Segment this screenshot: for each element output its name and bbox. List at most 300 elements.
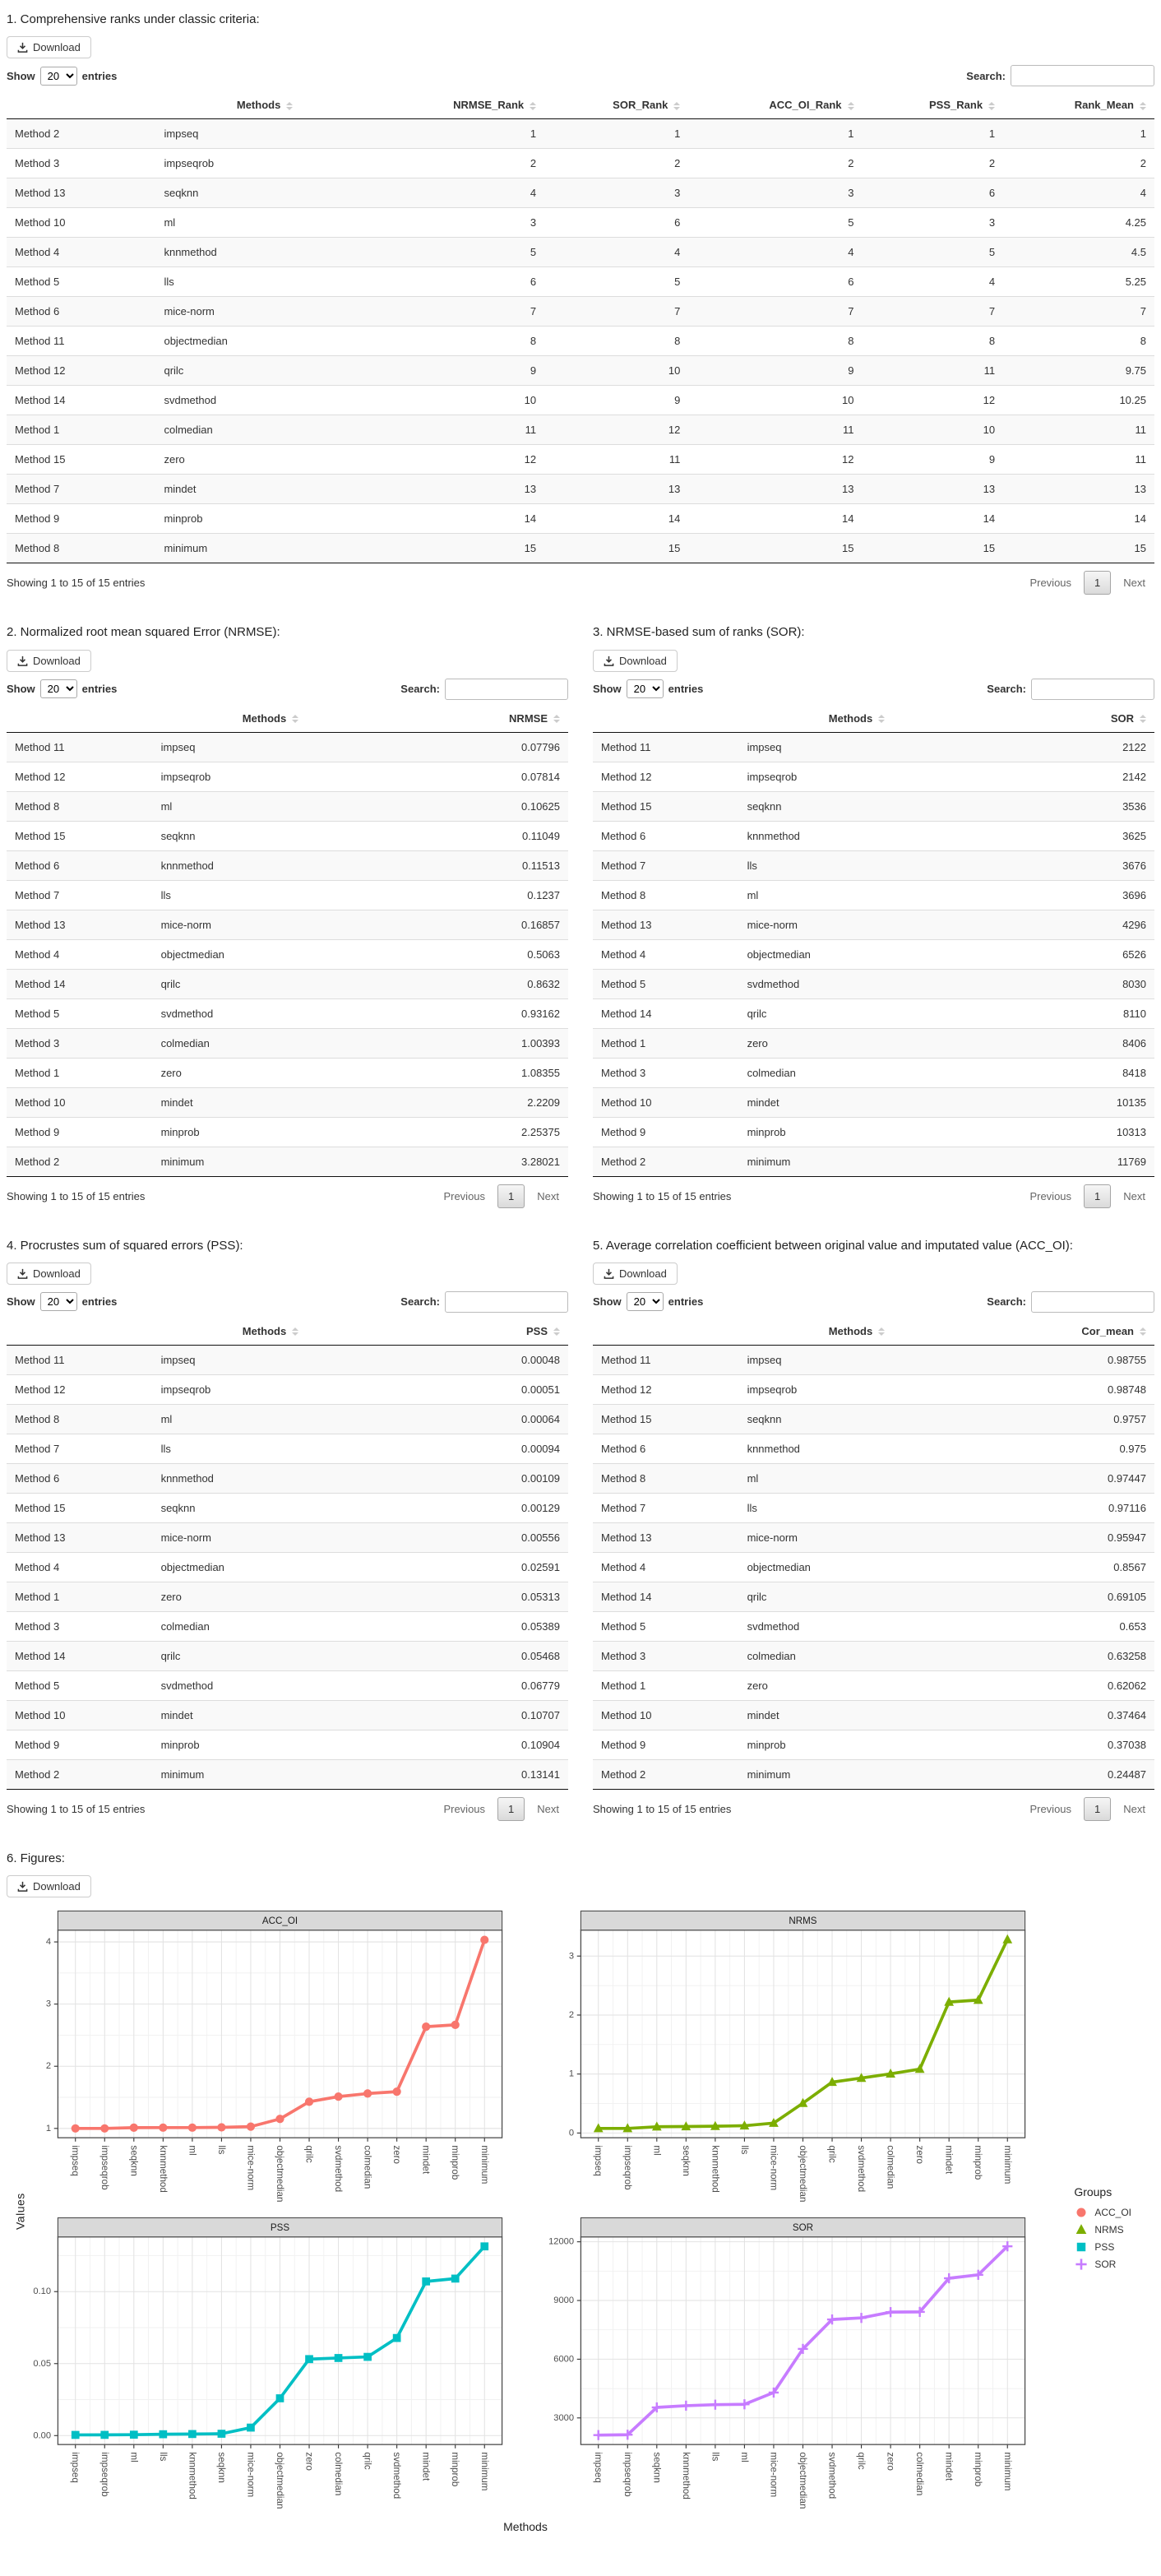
- cell: objectmedian: [153, 939, 389, 969]
- svg-text:objectmedian: objectmedian: [274, 2145, 285, 2203]
- search-input[interactable]: [445, 1291, 568, 1313]
- pagination: [1020, 1797, 1154, 1821]
- svg-text:lls: lls: [215, 2145, 227, 2155]
- cell: 3: [544, 178, 688, 208]
- cell: 0.00051: [388, 1374, 568, 1404]
- cell: 0.5063: [388, 939, 568, 969]
- row-name-cell: Method 3: [7, 1611, 153, 1641]
- previous-button[interactable]: Previous: [1029, 577, 1072, 590]
- row-name-cell: Method 14: [593, 1582, 739, 1611]
- cell: 0.00109: [388, 1463, 568, 1493]
- row-name-cell: Method 13: [7, 1522, 153, 1552]
- cell: 0.98748: [974, 1374, 1154, 1404]
- svg-text:minprob: minprob: [450, 2452, 461, 2487]
- column-header-methods[interactable]: Methods: [153, 705, 389, 733]
- page-length-select[interactable]: [40, 1292, 77, 1311]
- sort-icon: [292, 1327, 298, 1336]
- sor-table: [593, 705, 1154, 1177]
- table-row: [7, 1611, 568, 1641]
- page-length-select[interactable]: [627, 1292, 664, 1311]
- cell: impseq: [153, 732, 389, 762]
- table-row: [7, 475, 1154, 504]
- svg-text:zero: zero: [885, 2452, 896, 2472]
- download-button[interactable]: [593, 650, 678, 672]
- cell: 0.8632: [388, 969, 568, 998]
- row-name-cell: Method 8: [593, 880, 739, 910]
- column-header-sor[interactable]: SOR: [974, 705, 1154, 733]
- row-name-cell: Method 8: [7, 1404, 153, 1434]
- cell: 0.11513: [388, 850, 568, 880]
- row-name-cell: Method 15: [7, 821, 153, 850]
- cell: 15: [374, 534, 544, 563]
- row-name-cell: Method 11: [7, 732, 153, 762]
- cell: 8: [374, 327, 544, 356]
- next-button[interactable]: Next: [537, 1189, 559, 1202]
- cell: 14: [863, 504, 1004, 534]
- pss-table: [7, 1318, 568, 1790]
- svg-text:mindet: mindet: [943, 2452, 955, 2481]
- cell: 1: [688, 119, 862, 149]
- cell: 3: [863, 208, 1004, 238]
- sort-icon: [292, 715, 298, 723]
- cell: zero: [739, 1670, 975, 1700]
- next-button[interactable]: Next: [1123, 1802, 1145, 1815]
- page-1-button[interactable]: 1: [1084, 571, 1111, 595]
- svg-text:9000: 9000: [553, 2296, 575, 2306]
- cell: colmedian: [153, 1611, 389, 1641]
- cell: seqknn: [153, 1493, 389, 1522]
- svg-text:lls: lls: [157, 2452, 169, 2462]
- svg-text:qrilc: qrilc: [826, 2145, 838, 2163]
- download-button[interactable]: [7, 1263, 91, 1285]
- table-row: [7, 762, 568, 791]
- column-header-nrmse[interactable]: NRMSE: [388, 705, 568, 733]
- table-row: [593, 1670, 1154, 1700]
- entries-label: entries: [81, 1295, 118, 1309]
- table-info: Showing 1 to 15 of 15 entries: [7, 1802, 146, 1815]
- cell: 10135: [974, 1087, 1154, 1117]
- cell: 0.63258: [974, 1641, 1154, 1670]
- svg-text:minimum: minimum: [1001, 2145, 1013, 2185]
- svg-text:ml: ml: [738, 2452, 750, 2462]
- table-row: [593, 1730, 1154, 1759]
- row-name-cell: Method 1: [593, 1670, 739, 1700]
- cell: seqknn: [153, 821, 389, 850]
- page-length-select[interactable]: [40, 67, 77, 86]
- comprehensive-ranks-table: [7, 91, 1154, 563]
- download-button[interactable]: [7, 36, 91, 58]
- cell: 1: [1003, 119, 1154, 149]
- download-icon: [604, 656, 614, 666]
- cell: 0.9757: [974, 1404, 1154, 1434]
- row-name-cell: Method 12: [7, 356, 155, 386]
- row-name-cell: Method 3: [593, 1641, 739, 1670]
- svg-text:ml: ml: [128, 2452, 140, 2462]
- column-header-acc_oi_rank[interactable]: ACC_OI_Rank: [688, 91, 862, 119]
- cell: zero: [153, 1582, 389, 1611]
- cell: minprob: [155, 504, 373, 534]
- cell: 2: [374, 149, 544, 178]
- next-button[interactable]: Next: [1123, 577, 1145, 590]
- svg-text:minimum: minimum: [479, 2145, 490, 2185]
- table-info: Showing 1 to 15 of 15 entries: [7, 577, 146, 590]
- previous-button[interactable]: Previous: [1029, 1189, 1072, 1202]
- table-row: [7, 1552, 568, 1582]
- sort-icon: [553, 715, 560, 723]
- table-row: [7, 1404, 568, 1434]
- svg-text:ml: ml: [187, 2145, 198, 2156]
- cell: 3625: [974, 821, 1154, 850]
- svg-text:minimum: minimum: [479, 2452, 490, 2491]
- previous-button[interactable]: Previous: [443, 1802, 486, 1815]
- row-name-cell: Method 14: [7, 1641, 153, 1670]
- cell: 7: [544, 297, 688, 327]
- row-name-cell: Method 12: [593, 762, 739, 791]
- page-length-control: [593, 1292, 703, 1311]
- page-1-button[interactable]: 1: [1084, 1184, 1111, 1208]
- cell: 0.653: [974, 1611, 1154, 1641]
- table-row: [593, 791, 1154, 821]
- cell: mindet: [153, 1700, 389, 1730]
- cell: 10.25: [1003, 386, 1154, 415]
- cell: knnmethod: [155, 238, 373, 267]
- cell: 4: [1003, 178, 1154, 208]
- download-label: Download: [619, 654, 667, 667]
- cell: minimum: [153, 1147, 389, 1176]
- row-name-cell: Method 2: [593, 1759, 739, 1789]
- y-axis-title: Values: [13, 2193, 27, 2231]
- cell: 2: [544, 149, 688, 178]
- cell: 14: [688, 504, 862, 534]
- search-input[interactable]: [1031, 1291, 1154, 1313]
- show-label: Show: [7, 1295, 35, 1309]
- row-name-cell: Method 6: [7, 850, 153, 880]
- chart-nrms: [543, 1906, 1031, 2211]
- table-row: [7, 1700, 568, 1730]
- cell: 8: [863, 327, 1004, 356]
- cell: svdmethod: [739, 1611, 975, 1641]
- cell: 0.69105: [974, 1582, 1154, 1611]
- column-header-rownames: [593, 705, 739, 733]
- download-button[interactable]: [7, 650, 91, 672]
- cell: 2: [688, 149, 862, 178]
- cell: 0.97116: [974, 1493, 1154, 1522]
- cell: 11: [544, 445, 688, 475]
- cell: 3.28021: [388, 1147, 568, 1176]
- cell: colmedian: [153, 1028, 389, 1058]
- page-1-button[interactable]: 1: [1084, 1797, 1111, 1821]
- cell: 15: [863, 534, 1004, 563]
- cell: mice-norm: [739, 910, 975, 939]
- row-name-cell: Method 11: [593, 732, 739, 762]
- cell: qrilc: [739, 998, 975, 1028]
- svg-text:qrilc: qrilc: [362, 2452, 373, 2470]
- cell: 7: [374, 297, 544, 327]
- table-info: Showing 1 to 15 of 15 entries: [593, 1189, 732, 1202]
- svg-text:ACC_OI: ACC_OI: [261, 1916, 298, 1927]
- download-icon: [17, 42, 28, 53]
- svg-text:minprob: minprob: [973, 2452, 984, 2487]
- row-name-cell: Method 11: [593, 1345, 739, 1374]
- page-length-select[interactable]: [627, 679, 664, 698]
- cell: 4296: [974, 910, 1154, 939]
- sort-icon: [1140, 1327, 1146, 1336]
- cell: 7: [863, 297, 1004, 327]
- svg-text:colmedian: colmedian: [914, 2452, 926, 2496]
- search-input[interactable]: [1011, 65, 1154, 86]
- cell: qrilc: [153, 1641, 389, 1670]
- page-length-control: [7, 1292, 117, 1311]
- page-length-control: [7, 679, 117, 698]
- plot-pss: [20, 2212, 508, 2518]
- table-row: [593, 1700, 1154, 1730]
- svg-text:2: 2: [45, 2061, 52, 2072]
- svg-text:4: 4: [45, 1937, 52, 1948]
- cell: zero: [739, 1028, 975, 1058]
- show-label: Show: [593, 1295, 622, 1309]
- sort-icon: [878, 1327, 885, 1336]
- table-row: [7, 1058, 568, 1087]
- cell: 14: [544, 504, 688, 534]
- download-button[interactable]: [593, 1263, 678, 1285]
- chart-legend: [1074, 2185, 1131, 2274]
- svg-text:minimum: minimum: [1001, 2452, 1013, 2491]
- row-name-cell: Method 8: [593, 1463, 739, 1493]
- cell: svdmethod: [153, 1670, 389, 1700]
- row-name-cell: Method 1: [7, 415, 155, 445]
- entries-label: entries: [668, 683, 704, 695]
- search-input[interactable]: [445, 679, 568, 700]
- cell: knnmethod: [739, 1434, 975, 1463]
- section-title: 1. Comprehensive ranks under classic criteria:: [7, 12, 260, 26]
- row-name-cell: Method 15: [593, 1404, 739, 1434]
- cell: 9: [544, 386, 688, 415]
- cell: 6526: [974, 939, 1154, 969]
- cell: 0.37464: [974, 1700, 1154, 1730]
- cell: impseqrob: [739, 1374, 975, 1404]
- cell: 0.93162: [388, 998, 568, 1028]
- cell: mice-norm: [153, 1522, 389, 1552]
- cell: 6: [544, 208, 688, 238]
- page-1-button[interactable]: 1: [497, 1797, 525, 1821]
- cell: 15: [688, 534, 862, 563]
- download-button[interactable]: [7, 1875, 91, 1897]
- sort-icon: [1140, 715, 1146, 723]
- row-name-cell: Method 4: [7, 939, 153, 969]
- page-1-button[interactable]: 1: [497, 1184, 525, 1208]
- search-control: [400, 1291, 568, 1313]
- svg-text:SOR: SOR: [792, 2222, 814, 2234]
- table-row: [593, 1611, 1154, 1641]
- column-header-methods[interactable]: Methods: [153, 1318, 389, 1346]
- row-name-cell: Method 10: [7, 1087, 153, 1117]
- cell: 0.1237: [388, 880, 568, 910]
- svg-text:impseqrob: impseqrob: [622, 2145, 633, 2190]
- column-header-rownames: [7, 705, 153, 733]
- table-row: [7, 1670, 568, 1700]
- row-name-cell: Method 5: [7, 1670, 153, 1700]
- svg-text:knnmethod: knnmethod: [680, 2452, 692, 2500]
- cell: minimum: [155, 534, 373, 563]
- cell: 0.05389: [388, 1611, 568, 1641]
- cell: 0.02591: [388, 1552, 568, 1582]
- search-control: [987, 679, 1154, 700]
- cell: 3536: [974, 791, 1154, 821]
- cell: lls: [153, 880, 389, 910]
- cell: 13: [544, 475, 688, 504]
- svg-text:lls: lls: [738, 2145, 750, 2155]
- row-name-cell: Method 4: [593, 1552, 739, 1582]
- cell: 4: [374, 178, 544, 208]
- cell: 11: [1003, 415, 1154, 445]
- table-row: [7, 998, 568, 1028]
- cell: impseq: [155, 119, 373, 149]
- previous-button[interactable]: Previous: [1029, 1802, 1072, 1815]
- svg-text:svdmethod: svdmethod: [391, 2452, 403, 2500]
- section-figures: [7, 1851, 1154, 2541]
- column-header-methods[interactable]: Methods: [155, 91, 373, 119]
- row-name-cell: Method 6: [593, 821, 739, 850]
- svg-text:12000: 12000: [548, 2236, 575, 2247]
- page-length-select[interactable]: [40, 679, 77, 698]
- legend-label: SOR: [1094, 2258, 1117, 2270]
- svg-text:colmedian: colmedian: [885, 2145, 896, 2189]
- table-row: [7, 1117, 568, 1147]
- row-name-cell: Method 3: [7, 1028, 153, 1058]
- column-header-methods[interactable]: Methods: [739, 705, 975, 733]
- row-name-cell: Method 3: [593, 1058, 739, 1087]
- svg-text:mice-norm: mice-norm: [245, 2145, 257, 2191]
- cell: impseq: [739, 732, 975, 762]
- previous-button[interactable]: Previous: [443, 1189, 486, 1202]
- cell: 10: [544, 356, 688, 386]
- search-input[interactable]: [1031, 679, 1154, 700]
- table-row: [593, 1058, 1154, 1087]
- row-name-cell: Method 7: [7, 880, 153, 910]
- cell: 0.13141: [388, 1759, 568, 1789]
- column-header-methods[interactable]: Methods: [739, 1318, 975, 1346]
- legend-label: NRMS: [1094, 2223, 1124, 2235]
- cell: impseqrob: [739, 762, 975, 791]
- cell: 0.98755: [974, 1345, 1154, 1374]
- plot-sor: [543, 2212, 1031, 2518]
- cell: 0.00094: [388, 1434, 568, 1463]
- table-row: [7, 534, 1154, 563]
- cell: 0.00064: [388, 1404, 568, 1434]
- svg-text:minprob: minprob: [973, 2145, 984, 2180]
- table-row: [593, 1759, 1154, 1789]
- cell: 5: [544, 267, 688, 297]
- cell: 12: [688, 445, 862, 475]
- cell: knnmethod: [739, 821, 975, 850]
- svg-text:3000: 3000: [553, 2413, 575, 2424]
- download-label: Download: [33, 1267, 81, 1280]
- cell: 0.8567: [974, 1552, 1154, 1582]
- table-row: [7, 732, 568, 762]
- sort-icon: [286, 102, 293, 110]
- search-label: Search:: [966, 69, 1006, 82]
- svg-text:impseqrob: impseqrob: [622, 2452, 633, 2497]
- download-label: Download: [33, 41, 81, 54]
- svg-text:seqknn: seqknn: [215, 2452, 227, 2484]
- search-label: Search:: [987, 1295, 1026, 1309]
- table-row: [593, 1434, 1154, 1463]
- table-row: [7, 1374, 568, 1404]
- table-row: [7, 1028, 568, 1058]
- row-name-cell: Method 7: [593, 850, 739, 880]
- download-icon: [17, 656, 28, 666]
- cell: mindet: [739, 1087, 975, 1117]
- column-header-rownames: [593, 1318, 739, 1346]
- cell: mice-norm: [153, 910, 389, 939]
- cell: 4.5: [1003, 238, 1154, 267]
- cell: minprob: [739, 1117, 975, 1147]
- cell: 10: [863, 415, 1004, 445]
- cell: 11: [1003, 445, 1154, 475]
- cell: 13: [374, 475, 544, 504]
- download-icon: [604, 1268, 614, 1279]
- cell: 6: [688, 267, 862, 297]
- row-name-cell: Method 7: [7, 475, 155, 504]
- column-header-pss[interactable]: PSS: [388, 1318, 568, 1346]
- cell: 15: [544, 534, 688, 563]
- x-axis-title: Methods: [503, 2519, 548, 2533]
- download-label: Download: [33, 1880, 81, 1893]
- cell: ml: [153, 1404, 389, 1434]
- column-header-nrmse_rank[interactable]: NRMSE_Rank: [374, 91, 544, 119]
- cell: 3676: [974, 850, 1154, 880]
- row-name-cell: Method 15: [7, 1493, 153, 1522]
- row-name-cell: Method 13: [7, 178, 155, 208]
- cell: impseqrob: [153, 1374, 389, 1404]
- table-row: [7, 208, 1154, 238]
- column-header-cor_mean[interactable]: Cor_mean: [974, 1318, 1154, 1346]
- row-name-cell: Method 9: [593, 1730, 739, 1759]
- cell: 13: [688, 475, 862, 504]
- table-info: Showing 1 to 15 of 15 entries: [7, 1189, 146, 1202]
- column-header-sor_rank[interactable]: SOR_Rank: [544, 91, 688, 119]
- column-header-rank_mean[interactable]: Rank_Mean: [1003, 91, 1154, 119]
- triangle-marker-icon: [1074, 2222, 1089, 2237]
- table-row: [7, 445, 1154, 475]
- cell: 1: [374, 119, 544, 149]
- table-row: [593, 1404, 1154, 1434]
- table-row: [7, 1582, 568, 1611]
- cell: impseqrob: [155, 149, 373, 178]
- cell: 0.11049: [388, 821, 568, 850]
- next-button[interactable]: Next: [1123, 1189, 1145, 1202]
- cell: 9: [374, 356, 544, 386]
- row-name-cell: Method 4: [593, 939, 739, 969]
- table-row: [593, 1463, 1154, 1493]
- cell: 12: [374, 445, 544, 475]
- cell: 11: [863, 356, 1004, 386]
- table-row: [593, 762, 1154, 791]
- download-icon: [17, 1268, 28, 1279]
- page-length-control: [7, 67, 117, 86]
- column-header-pss_rank[interactable]: PSS_Rank: [863, 91, 1004, 119]
- svg-text:seqknn: seqknn: [651, 2452, 663, 2484]
- sort-icon: [553, 1327, 560, 1336]
- cell: 0.05468: [388, 1641, 568, 1670]
- section-title: 5. Average correlation coefficient between original value and imputated value (ACC_OI):: [593, 1238, 1073, 1253]
- svg-text:knnmethod: knnmethod: [710, 2145, 721, 2193]
- next-button[interactable]: Next: [537, 1802, 559, 1815]
- row-name-cell: Method 10: [593, 1700, 739, 1730]
- cell: 0.00129: [388, 1493, 568, 1522]
- cell: 12: [544, 415, 688, 445]
- svg-text:objectmedian: objectmedian: [797, 2145, 808, 2203]
